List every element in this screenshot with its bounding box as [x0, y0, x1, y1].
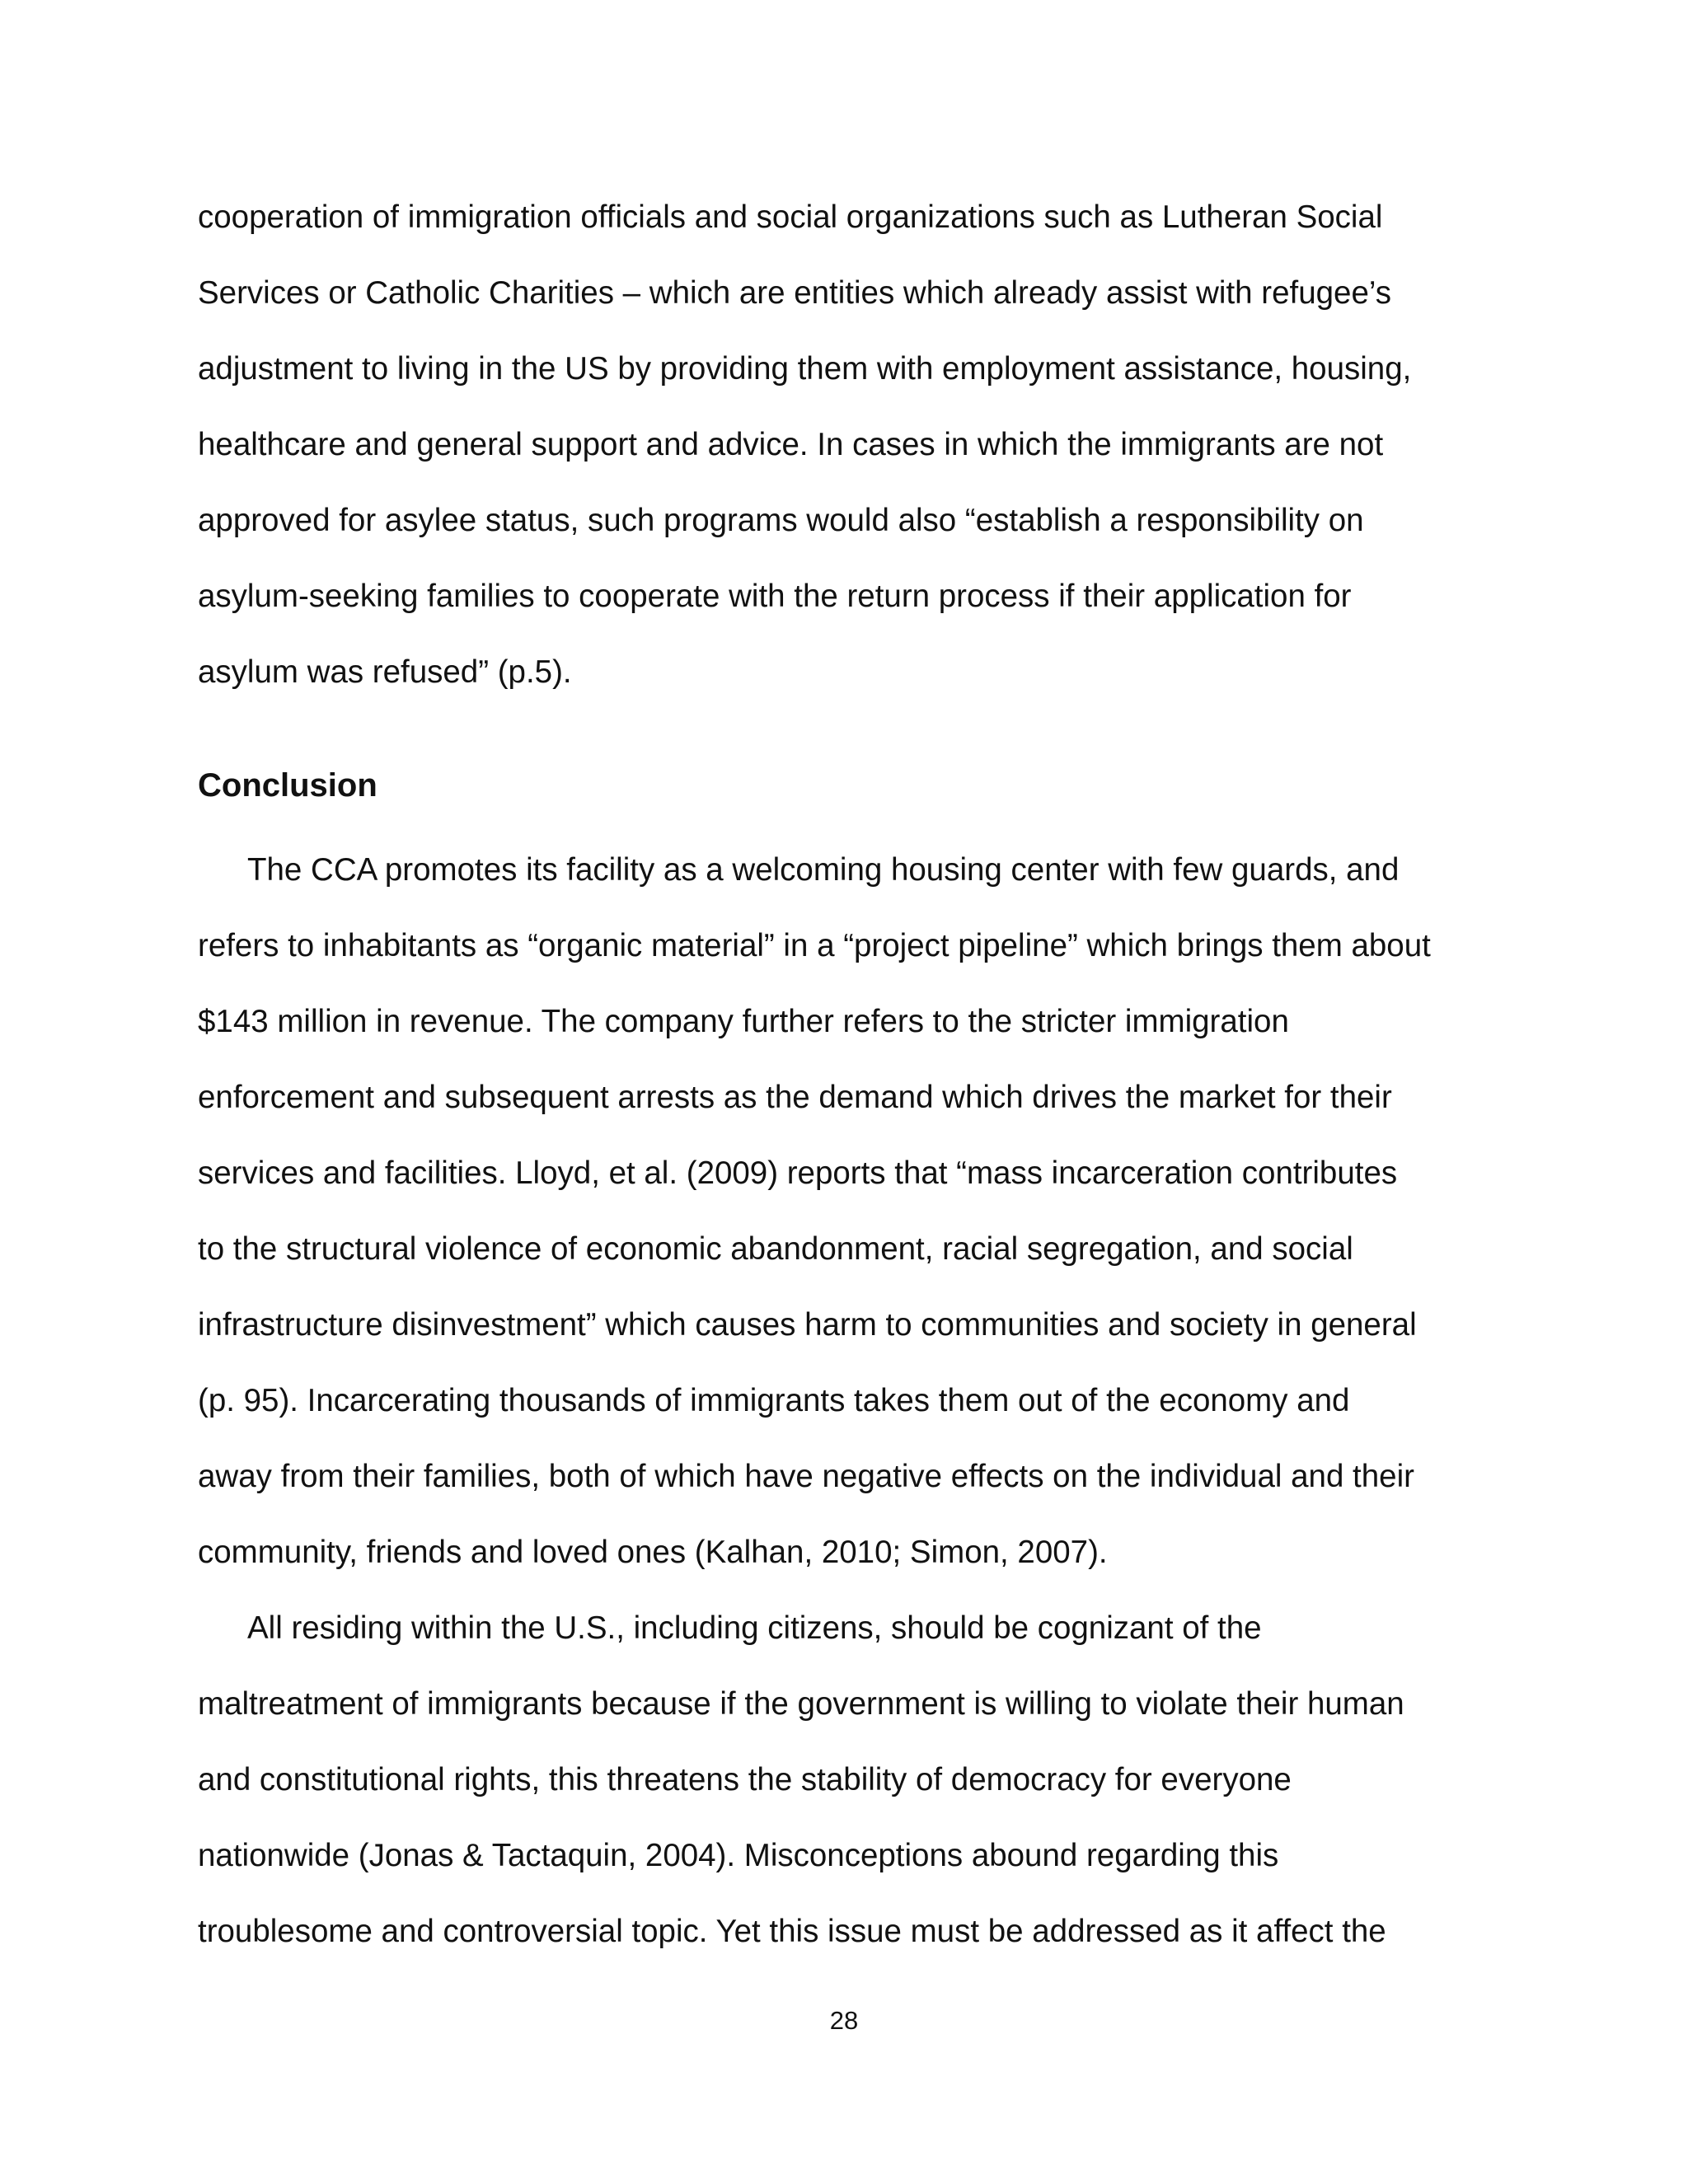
text-line: healthcare and general support and advice. In cases in which the immigrants are not: [198, 427, 1384, 462]
text-line: approved for asylee status, such programs would also “establish a responsibility on: [198, 503, 1364, 538]
text-line: The CCA promotes its facility as a welcoming housing center with few guards, and: [247, 852, 1400, 888]
text-line: asylum was refused” (p.5).: [198, 654, 572, 690]
text-line: asylum-seeking families to cooperate with the return process if their application for: [198, 579, 1352, 614]
text-line: adjustment to living in the US by providing them with employment assistance, housing,: [198, 351, 1412, 387]
text-line: and constitutional rights, this threatens the stability of democracy for everyone: [198, 1762, 1292, 1797]
paragraph-continued: [198, 180, 1500, 710]
conclusion-body: [198, 832, 1500, 1970]
text-line: $143 million in revenue. The company further refers to the stricter immigration: [198, 1004, 1289, 1039]
text-line: refers to inhabitants as “organic material” in a “project pipeline” which brings them about: [198, 928, 1431, 963]
text-line: (p. 95). Incarcerating thousands of immigrants takes them out of the economy and: [198, 1383, 1350, 1418]
text-line: cooperation of immigration officials and social organizations such as Lutheran Social: [198, 199, 1383, 235]
paragraph-2: [198, 1591, 1500, 1970]
text-line: Services or Catholic Charities – which are entities which already assist with refugee’s: [198, 275, 1391, 311]
text-line: away from their families, both of which have negative effects on the individual and their: [198, 1459, 1414, 1494]
page-number: 28: [829, 2006, 859, 2035]
text-line: maltreatment of immigrants because if the government is willing to violate their human: [198, 1686, 1404, 1722]
text-line: to the structural violence of economic abandonment, racial segregation, and social: [198, 1231, 1353, 1267]
text-line: services and facilities. Lloyd, et al. (2009) reports that “mass incarceration contributes: [198, 1155, 1398, 1191]
text-line: troublesome and controversial topic. Yet this issue must be addressed as it affect the: [198, 1914, 1386, 1949]
section-heading: Conclusion: [198, 767, 377, 804]
text-line: enforcement and subsequent arrests as the demand which drives the market for their: [198, 1080, 1392, 1115]
paragraph-1: [198, 832, 1500, 1591]
text-line: infrastructure disinvestment” which causes harm to communities and society in general: [198, 1307, 1417, 1343]
text-line: All residing within the U.S., including citizens, should be cognizant of the: [247, 1610, 1262, 1646]
text-line: nationwide (Jonas & Tactaquin, 2004). Misconceptions abound regarding this: [198, 1838, 1279, 1873]
text-line: community, friends and loved ones (Kalhan, 2010; Simon, 2007).: [198, 1535, 1108, 1570]
